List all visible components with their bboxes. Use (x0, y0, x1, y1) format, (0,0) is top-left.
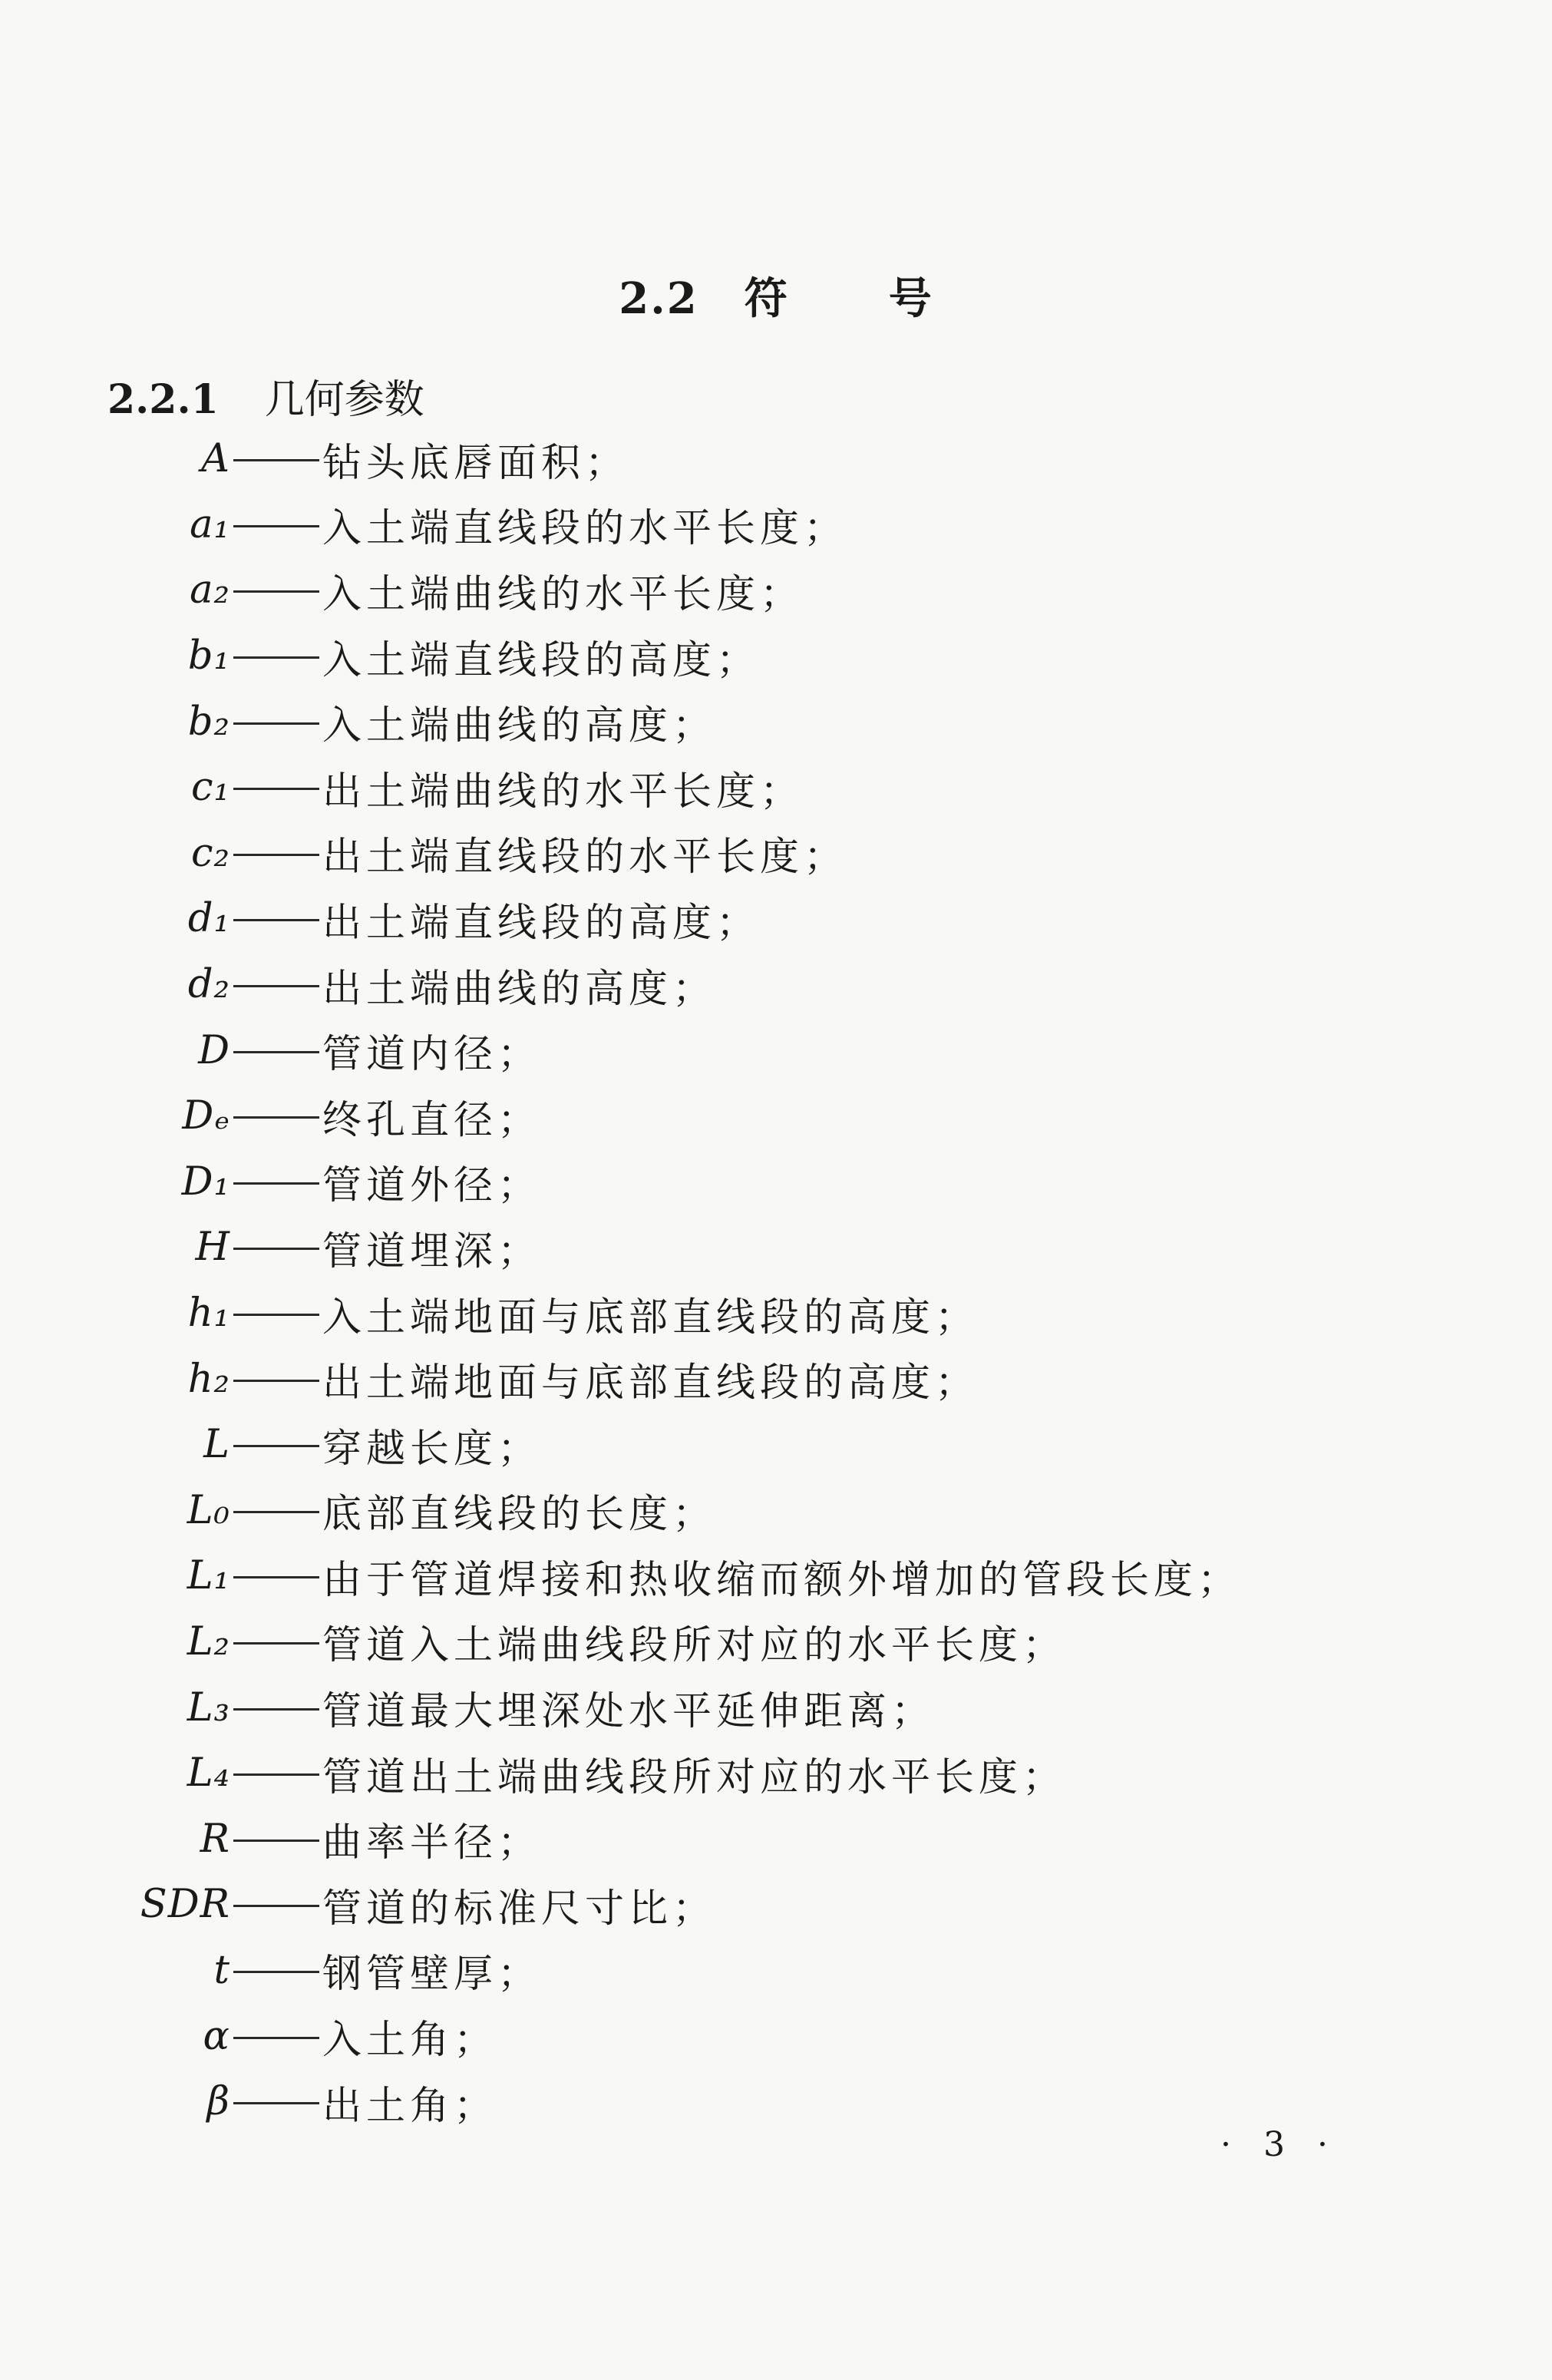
section-title-part2: 号 (888, 273, 933, 324)
symbol-row (0, 1938, 1552, 2004)
symbol: H (195, 1225, 230, 1271)
symbol-description: 管道出土端曲线段所对应的水平长度； (322, 1754, 1067, 1800)
symbol-row (0, 1740, 1552, 1806)
symbol-description: 由于管道焊接和热收缩而额外增加的管段长度； (322, 1557, 1242, 1603)
symbol-row (0, 1609, 1552, 1675)
symbol-description: 终孔直径； (322, 1097, 542, 1143)
symbol-row (0, 1346, 1552, 1412)
symbol: a₂ (190, 567, 230, 613)
symbol-row (0, 1806, 1552, 1872)
symbol-description: 管道埋深； (322, 1228, 542, 1274)
symbol: L (203, 1422, 230, 1468)
dash-separator (233, 1576, 319, 1578)
symbol: L₄ (187, 1750, 230, 1797)
dash-separator (233, 985, 319, 987)
dash-separator (233, 1248, 319, 1250)
symbol: D (198, 1027, 230, 1073)
symbol-description: 出土端地面与底部直线段的高度； (322, 1360, 979, 1407)
dash-separator (233, 2037, 319, 2039)
symbol-description: 管道入土端曲线段所对应的水平长度； (322, 1623, 1067, 1669)
symbol-description: 出土端曲线的高度； (322, 966, 717, 1012)
dash-separator (233, 788, 319, 790)
subsection-number: 2.2.1 (107, 376, 219, 423)
subsection-heading (107, 367, 424, 425)
symbol-description: 曲率半径； (322, 1820, 542, 1866)
symbol-row (0, 1412, 1552, 1478)
dash-separator (233, 1773, 319, 1776)
symbol-description: 管道内径； (322, 1032, 542, 1078)
symbol-description: 出土端曲线的水平长度； (322, 769, 804, 815)
symbol: a₁ (190, 501, 230, 547)
dash-separator (233, 2102, 319, 2104)
symbol: A (201, 436, 230, 482)
symbol: b₂ (187, 699, 230, 745)
symbol-description: 管道最大埋深处水平延伸距离； (322, 1689, 936, 1735)
symbol-description: 入土角； (322, 2018, 498, 2064)
symbol-row (0, 1215, 1552, 1281)
dash-separator (233, 1380, 319, 1382)
symbol: d₂ (187, 962, 230, 1008)
symbol: L₀ (187, 1487, 230, 1533)
page-number: · 3 · (1220, 2125, 1339, 2164)
symbol: h₁ (187, 1291, 230, 1337)
symbol-row (0, 1149, 1552, 1215)
symbol-row (0, 623, 1552, 689)
symbol-row (0, 1543, 1552, 1609)
symbol-description: 入土端曲线的水平长度； (322, 571, 804, 617)
symbol: h₂ (187, 1356, 230, 1402)
symbol: D₁ (181, 1159, 230, 1205)
dash-separator (233, 722, 319, 725)
section-title-part1: 符 (744, 273, 789, 324)
symbol: SDR (140, 1882, 230, 1928)
symbol-description: 钻头底唇面积； (322, 440, 629, 486)
symbol-description: 钢管壁厚； (322, 1952, 542, 1998)
symbol-description: 底部直线段的长度； (322, 1492, 717, 1538)
symbol-row (0, 492, 1552, 558)
symbol-description: 出土角； (322, 2083, 498, 2129)
symbol-row (0, 1281, 1552, 1347)
subsection-title: 几何参数 (264, 377, 424, 423)
dash-separator (233, 1314, 319, 1316)
symbol-row (0, 1872, 1552, 1938)
symbol: d₁ (187, 896, 230, 942)
symbol: L₃ (187, 1684, 230, 1730)
dash-separator (233, 1445, 319, 1447)
symbol-row (0, 952, 1552, 1018)
symbol-row (0, 821, 1552, 887)
symbol: c₂ (190, 830, 230, 876)
symbol-description: 穿越长度； (322, 1426, 542, 1472)
symbol-list (0, 426, 1552, 2134)
symbol: L₂ (187, 1618, 230, 1664)
symbol-row (0, 1017, 1552, 1083)
dash-separator (233, 1708, 319, 1711)
symbol-description: 入土端直线段的水平长度； (322, 506, 848, 552)
dash-separator (233, 1116, 319, 1119)
dash-separator (233, 525, 319, 527)
symbol-row (0, 2003, 1552, 2069)
symbol: Dₑ (182, 1093, 230, 1139)
symbol-row (0, 886, 1552, 952)
symbol-row (0, 1674, 1552, 1740)
dash-separator (233, 590, 319, 593)
symbol: t (213, 1947, 230, 1993)
symbol: c₁ (190, 765, 230, 811)
symbol-description: 出土端直线段的高度； (322, 900, 761, 946)
section-heading (0, 265, 1552, 326)
symbol: b₁ (187, 633, 230, 679)
symbol-row (0, 1083, 1552, 1149)
symbol-description: 入土端地面与底部直线段的高度； (322, 1294, 979, 1340)
dash-separator (233, 656, 319, 659)
symbol-description: 入土端曲线的高度； (322, 703, 717, 749)
symbol: α (203, 2013, 230, 2059)
symbol-row (0, 755, 1552, 821)
symbol: β (206, 2079, 230, 2125)
dash-separator (233, 1905, 319, 1907)
symbol-row (0, 689, 1552, 755)
symbol-description: 入土端直线段的高度； (322, 637, 761, 683)
dash-separator (233, 1840, 319, 1842)
symbol: L₁ (187, 1553, 230, 1599)
section-number: 2.2 (619, 273, 698, 324)
symbol-row (0, 557, 1552, 623)
symbol-row (0, 1478, 1552, 1544)
symbol-description: 出土端直线段的水平长度； (322, 835, 848, 881)
dash-separator (233, 1182, 319, 1185)
dash-separator (233, 459, 319, 461)
dash-separator (233, 1511, 319, 1513)
dash-separator (233, 1642, 319, 1645)
dash-separator (233, 854, 319, 856)
symbol: R (200, 1816, 230, 1862)
dash-separator (233, 1051, 319, 1053)
symbol-description: 管道外径； (322, 1163, 542, 1209)
symbol-row (0, 426, 1552, 492)
dash-separator (233, 919, 319, 921)
symbol-description: 管道的标准尺寸比； (322, 1886, 717, 1932)
dash-separator (233, 1971, 319, 1973)
